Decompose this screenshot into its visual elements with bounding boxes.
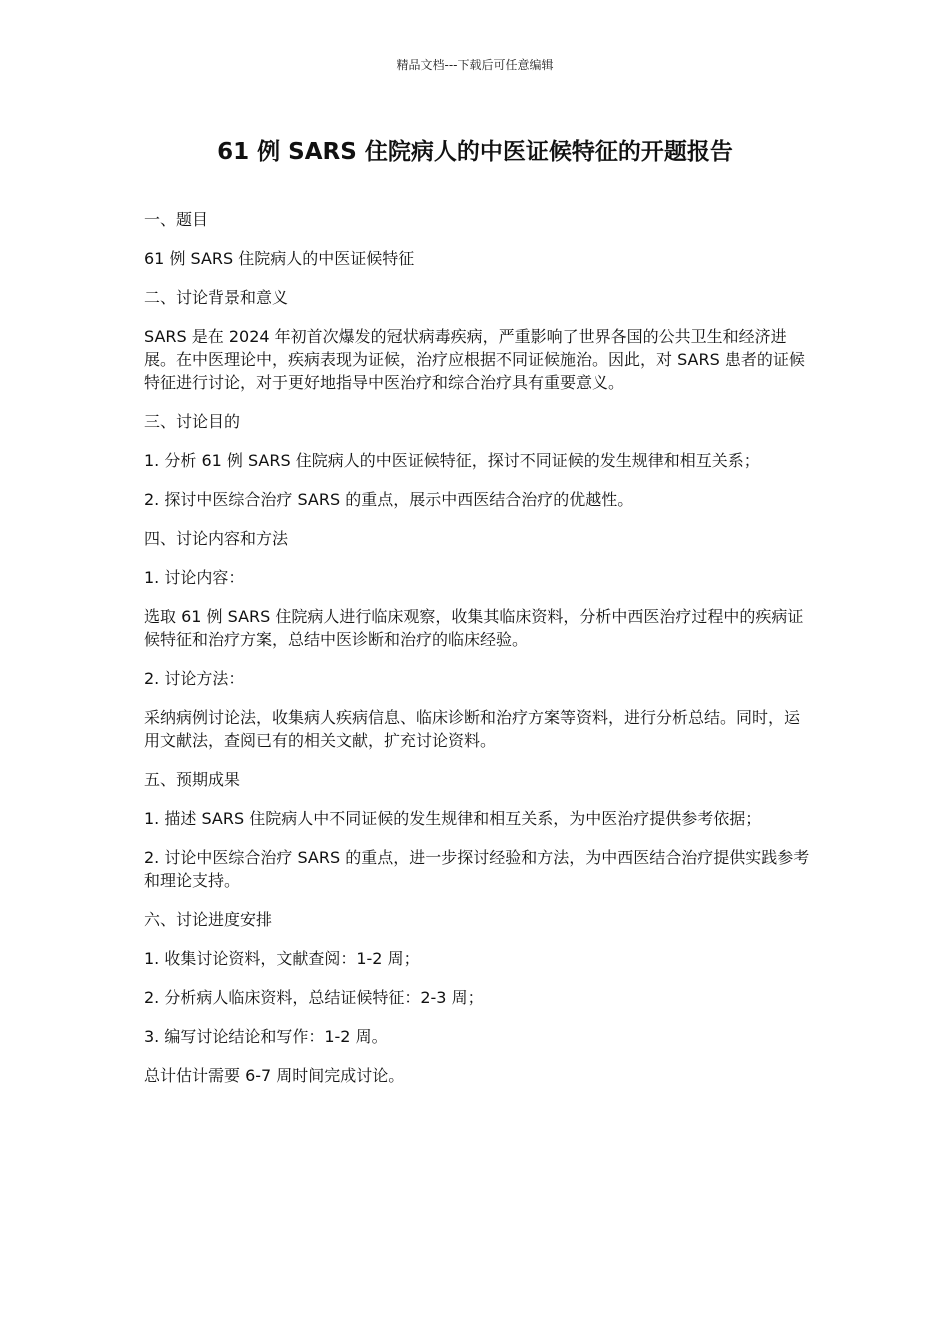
section-heading-topic: 一、题目 <box>144 210 209 229</box>
purpose-item-1: 1. 分析 61 例 SARS 住院病人的中医证候特征，探讨不同证候的发生规律和相互关系； <box>144 451 760 470</box>
method-subheading: 2. 讨论方法： <box>144 669 245 688</box>
expected-item-1: 1. 描述 SARS 住院病人中不同证候的发生规律和相互关系，为中医治疗提供参考依据； <box>144 809 762 828</box>
content-subheading: 1. 讨论内容： <box>144 568 245 587</box>
topic-text: 61 例 SARS 住院病人的中医证候特征 <box>144 249 415 268</box>
content-paragraph: 选取 61 例 SARS 住院病人进行临床观察，收集其临床资料，分析中西医治疗过程中的疾病证候特征和治疗方案，总结中医诊断和治疗的临床经验。 <box>144 607 804 649</box>
document-body <box>144 208 810 1103</box>
schedule-item-1: 1. 收集讨论资料，文献查阅：1-2 周； <box>144 949 420 968</box>
document-title: 61 例 SARS 住院病人的中医证候特征的开题报告 <box>217 139 733 165</box>
schedule-item-3: 3. 编写讨论结论和写作：1-2 周。 <box>144 1027 388 1046</box>
section-heading-background: 二、讨论背景和意义 <box>144 288 289 307</box>
expected-item-2: 2. 讨论中医综合治疗 SARS 的重点，进一步探讨经验和方法，为中西医结合治疗提供实践参考和理论支持。 <box>144 848 810 890</box>
section-heading-expected-results: 五、预期成果 <box>144 770 241 789</box>
schedule-total: 总计估计需要 6-7 周时间完成讨论。 <box>144 1066 405 1085</box>
section-heading-schedule: 六、讨论进度安排 <box>144 910 273 929</box>
schedule-item-2: 2. 分析病人临床资料，总结证候特征：2-3 周； <box>144 988 484 1007</box>
section-heading-content-method: 四、讨论内容和方法 <box>144 529 289 548</box>
section-heading-purpose: 三、讨论目的 <box>144 412 241 431</box>
background-paragraph: SARS 是在 2024 年初首次爆发的冠状病毒疾病，严重影响了世界各国的公共卫生和经济进展。在中医理论中，疾病表现为证候，治疗应根据不同证候施治。因此，对 SARS 患者的证候特征进行讨论，对于更好地指导中医治疗和综合治疗具有重要意义。 <box>144 327 805 392</box>
header-note: 精品文档---下载后可任意编辑 <box>396 58 554 72</box>
purpose-item-2: 2. 探讨中医综合治疗 SARS 的重点，展示中西医结合治疗的优越性。 <box>144 490 634 509</box>
method-paragraph: 采纳病例讨论法，收集病人疾病信息、临床诊断和治疗方案等资料，进行分析总结。同时，运用文献法，查阅已有的相关文献，扩充讨论资料。 <box>144 708 801 750</box>
